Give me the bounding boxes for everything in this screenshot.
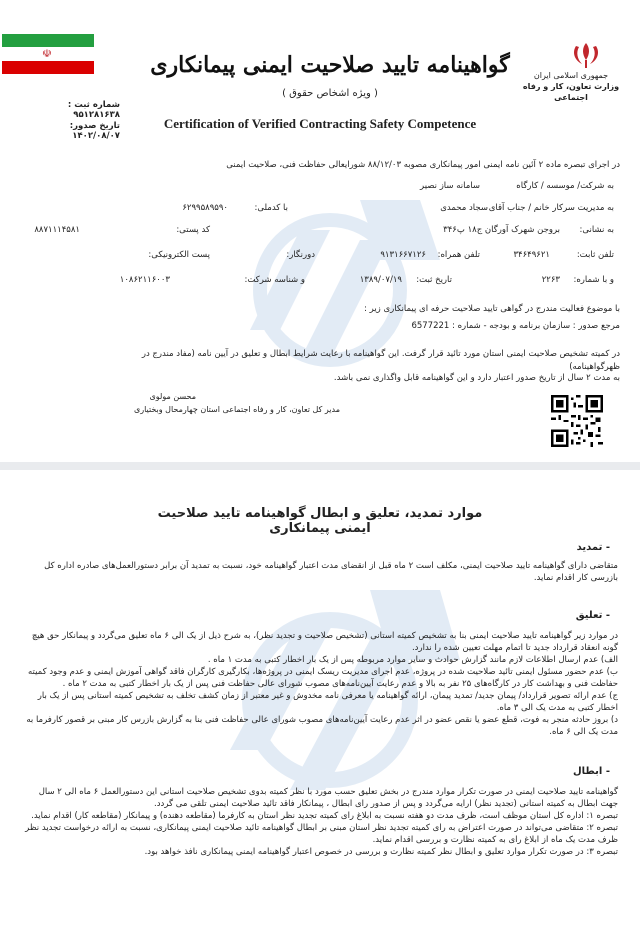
reg-date-label: تاریخ ثبت: — [416, 275, 452, 285]
cert-number: شماره ثبت : ۹۵۱۲۸۱۶۳۸ — [67, 100, 120, 120]
phone-label: تلفن ثابت: — [576, 250, 614, 260]
national-code-label: با کدملی: — [254, 203, 288, 213]
back-title: موارد تمدید، تعلیق و ابطال گواهینامه تایید صلاحیت ایمنی پیمانکاری — [157, 506, 483, 536]
national-code-value: ۶۲۹۹۵۸۹۵۹۰ — [182, 203, 228, 213]
manager-label: به مدیریت سرکار خانم / جناب آقای — [488, 203, 614, 213]
suspension-item-d: د) بروز حادثه منجر به فوت، قطع عضو یا نقص عضو در اثر عدم رعایت آیین‌نامه‌های مصوب شورای عالی حفاظت فنی بنا به گزارش بازرس کار مبنی بر قصور کارفرما به مدت یک الی ۶ ماه. — [26, 715, 618, 737]
renewal-text: متقاضی دارای گواهینامه تایید صلاحیت ایمنی، مکلف است ۲ ماه قبل از انقضای مدت اعتبار گواهینامه خود، نسبت به تمدید آن برابر دستورالعمل‌های صادره اداره کل بازرسی کار اقدام نماید. — [44, 561, 618, 583]
emblem-logo-icon — [566, 40, 606, 70]
national-id-value: ۱۰۸۶۲۱۱۶۰۰۳ — [119, 275, 170, 285]
reg-number-value: ۲۲۶۳ — [541, 275, 560, 285]
postal-code-value: ۸۸۷۱۱۱۴۵۸۱ — [34, 225, 80, 235]
qr-code[interactable] — [551, 395, 603, 447]
reference-line: مرجع صدور : سازمان برنامه و بودجه - شماره : 6577221 — [411, 321, 620, 331]
suspension-item-b: ب) عدم حضور مسئول ایمنی تائید صلاحیت شده در پروژه، عدم اجرای مدیریت ریسک ایمنی در پروژه‌ها، بکارگیری کارگران فاقد گواهی آموزش ایمنی و عدم وجود کمیته حفاظت فنی و بهداشت کار در کارگاه‌های ۲۵ نفر به بالا و عدم رعایت آیین‌نامه‌های مصوب شورای عالی حفاظت فنی پس از یک بار اخطار کتبی به مدت ۲ ماه . — [27, 667, 618, 689]
suspension-list — [22, 630, 618, 738]
certificate-front — [0, 0, 640, 462]
address-value: بروجن شهرک آورگان ج۱۸ پ۳۴۶ — [443, 225, 560, 235]
suspension-item-c: ج) عدم ارائه تصویر قرارداد/ پیمان جدید/ تمدید پیمان، ارائه گواهینامه یا معرفی نامه مخدوش و غیر معتبر از زمان کشف تخلف به تشخیص کمیته استانی پس از یک بار اخطار کتبی به مدت یک الی ۳ ماه. — [37, 691, 618, 713]
cancellation-heading: - ابطال — [573, 766, 610, 777]
postal-code-label: کد پستی: — [176, 225, 210, 235]
cancellation-list — [22, 786, 618, 858]
reg-number-label: و با شماره: — [573, 275, 614, 285]
renewal-heading: - تمدید — [576, 542, 610, 553]
title-fa: گواهینامه تایید صلاحیت ایمنی پیمانکاری — [150, 52, 510, 78]
note-3: تبصره ۳: در صورت تکرار موارد تعلیق و ابطال نظر کمیته نظارت و بررسی در خصوص اعتبار گواهینامه ایمنی پیمانکاری نافذ خواهد بود. — [144, 847, 618, 857]
reg-date-value: ۱۳۸۹/۰۷/۱۹ — [359, 275, 402, 285]
title-en: Certification of Verified Contracting Safety Competence — [163, 116, 477, 131]
issue-date: تاریخ صدور: ۱۴۰۲/۰۸/۰۷ — [69, 121, 120, 141]
signer-title: مدیر کل تعاون، کار و رفاه اجتماعی استان چهارمحال وبختیاری — [133, 405, 340, 414]
cancellation-intro: گواهینامه تایید صلاحیت ایمنی در صورت تکرار موارد مندرج در بخش تعلیق حسب مورد با نظر کمیته بدوی تشخیص صلاحیت استانی این دستورالعمل ۶ ماه الی ۲ سال جهت ابطال به کمیته استانی (تجدید نظر) ارایه می‌گردد و پس از صدور رای ابطال ، پیمانکار فاقد تائید صلاحیت ایمنی تلقی می گردد. — [38, 787, 618, 809]
mobile-value: ۹۱۳۱۶۶۷۱۲۶ — [380, 250, 426, 260]
page-separator — [0, 462, 640, 470]
signer-name: محسن مولوی — [149, 392, 196, 401]
company-label: به شرکت/ موسسه / کارگاه — [516, 181, 614, 191]
intro-text: در اجرای تبصره ماده ۲ آئین نامه ایمنی امور پیمانکاری مصوبه ۸۸/۱۲/۰۳ شورایعالی حفاظت فنی، صلاحیت ایمنی — [226, 160, 620, 170]
suspension-item-a: الف) عدم ارسال اطلاعات لازم مانند گزارش حوادث و سایر موارد مربوطه پس از یک بار اخطار کتبی به مدت ۱ ماه . — [207, 655, 618, 665]
subtitle-fa: ( ویژه اشخاص حقوق ) — [282, 88, 378, 99]
phone-value: ۳۴۶۴۹۶۲۱ — [513, 250, 550, 260]
body-paragraph-2: به مدت ۲ سال از تاریخ صدور اعتبار دارد و این گواهینامه قابل واگذاری نمی باشد. — [333, 373, 620, 383]
org-name — [510, 70, 632, 103]
suspension-heading: - تعلیق — [575, 610, 610, 621]
manager-value: سجاد محمدی — [440, 203, 488, 213]
org-line-1: جمهوری اسلامی ایران — [533, 71, 609, 80]
subject-line: با موضوع فعالیت مندرج در گواهی تایید صلاحیت حرفه ای پیمانکاری زیر : — [364, 304, 620, 314]
mobile-label: تلفن همراه: — [437, 250, 480, 260]
flag-emblem-icon: ☫ — [42, 47, 52, 60]
iran-flag — [2, 34, 94, 74]
national-id-label: و شناسه شرکت: — [244, 275, 305, 285]
company-value: سامانه ساز نصیر — [420, 181, 480, 191]
org-line-2: وزارت تعاون، کار و رفاه اجتماعی — [522, 82, 620, 102]
note-2: تبصره ۲: متقاضی می‌تواند در صورت اعتراض به رای کمیته تجدید نظر استان مبنی بر ابطال گواهینامه تائید صلاحیت ایمنی پیمانکاری، نسبت به ارائه درخواست تجدید نظر ظرف مدت یک ماه از ابلاغ رای به کمیته نظارت و بررسی اقدام نماید. — [25, 823, 618, 845]
body-paragraph-1: در کمیته تشخیص صلاحیت ایمنی استان مورد تائید قرار گرفت. این گواهینامه با رعایت شرایط ابطال و تعلیق در آیین نامه (مفاد مندرج در ظهرگواهینامه) — [141, 349, 620, 372]
address-label: به نشانی: — [579, 225, 614, 235]
suspension-intro: در موارد زیر گواهینامه تایید صلاحیت ایمنی بنا به تشخیص کمیته استانی (تشخیص صلاحیت و تجدید نظر)، به شرح ذیل از یک الی ۶ ماه تعلیق می‌گردد و پیمانکار حق هیچ گونه انعقاد قرارداد جدید تا اتمام مهلت تعیین شده را ندارد. — [31, 631, 618, 653]
email-label: پست الکترونیکی: — [148, 250, 210, 260]
note-1: تبصره ۱: اداره کل استان موظف است، ظرف مدت دو هفته نسبت به ابلاغ رای کمیته تجدید نظر استان به کارفرما (مقاطعه دهنده) و پیمانکار (مقاطعه کار) اقدام نماید. — [31, 811, 618, 821]
fax-label: دورنگار: — [286, 250, 315, 260]
certificate-back — [0, 470, 640, 938]
